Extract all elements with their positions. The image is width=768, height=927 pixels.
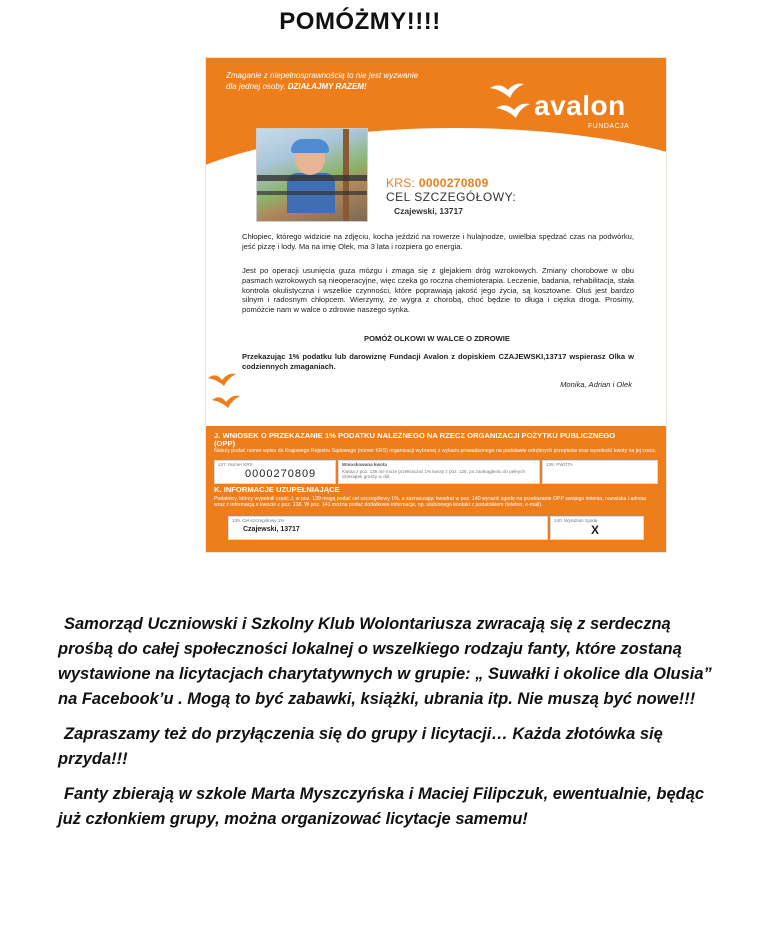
- pln-field: 138. PWOTA: [542, 460, 658, 484]
- section-j-note: Należy podać numer wpisu do Krajowego Rejestru Sądowego (numer KRS) organizacji wybranej z wykazu prowadzonego na podstawie odrębnych przepisów oraz wysokość kwoty na jej rzecz.: [214, 448, 657, 454]
- logo-sub: FUNDACJA: [588, 123, 630, 130]
- story-text: [236, 226, 638, 394]
- child-photo: [256, 128, 368, 222]
- bird-icon: [206, 370, 246, 420]
- avalon-birds-icon: [486, 76, 536, 136]
- tax-form: [206, 426, 666, 552]
- section-j-title: J. WNIOSEK O PRZEKAZANIE 1% PODATKU NALEŻNEGO NA RZECZ ORGANIZACJI POŻYTKU PUBLICZNEGO (OPP): [214, 431, 616, 448]
- krs-line: KRS: 0000270809: [386, 176, 489, 190]
- story-paragraph: Chłopiec, którego widzicie na zdjęciu, kocha jeździć na rowerze i hulajnodze, uwielbia spędzać czas na podwórku, jeść pizzę i lody. Ma na imię Olek, ma 3 lata i rozpiera go energia.: [242, 232, 634, 251]
- cel-field: 139. Cel szczegółowy 1% Czajewski, 13717: [228, 516, 548, 540]
- help-heading: POMÓŻ OLKOWI W WALCE O ZDROWIE: [364, 334, 510, 343]
- krs-field: 137. Numer KRS 0000270809: [214, 460, 336, 484]
- donation-paragraph: Przekazując 1% podatku lub darowiznę Fundacji Avalon z dopiskiem CZAJEWSKI,13717 wspierasz Olka w codziennych zmaganiach.: [242, 352, 634, 371]
- avalon-logo: [486, 76, 656, 136]
- poster-tagline: Zmaganie z niepełnosprawnością to nie jest wyzwanie dla jednej osoby. DZIAŁAJMY RAZEM!: [226, 71, 419, 91]
- zgoda-field: 140. Wyrażam zgodę X: [550, 516, 644, 540]
- invite-paragraph: Zapraszamy też do przyłączenia się do grupy i licytacji… Każda złotówka się przyda!!!: [58, 725, 663, 768]
- signature: Monika, Adrian i Olek: [560, 380, 632, 389]
- collectors-paragraph: Fanty zbierają w szkole Marta Myszczyńska i Maciej Filipczuk, ewentualnie, będąc już członkiem grupy, można organizować licytacje samemu!: [58, 785, 705, 828]
- kwota-field: Wnioskowana kwota Kwota z poz. 138 nie może przekraczać 1% kwoty z poz. 125, po zaokrągleniu do pełnych dziesiątek groszy w dół.: [338, 460, 540, 484]
- logo-word: avalon: [534, 90, 626, 121]
- story-paragraph: Jest po operacji usunięcia guza mózgu i zmaga się z glejakiem dróg wzrokowych. Zmiany chorobowe w obu pasmach wzrokowych są nieoperacyjne, więc czeka go roczna chemioterapia. Leczenie, badania, rehabilitacja, stała kontrola okulistyczna i wszelkie czynności, które poprawiają jakość jego życia, są kosztowne. Oluś jest bardzo silnym i radosnym chłopcem. Wierzymy, że wygra z chorobą, choć będzie to długa i ciężka droga. Prosimy, pomóżcie nam w walce o zdrowie naszego synka.: [242, 266, 634, 315]
- body-text: [58, 612, 730, 832]
- section-k-note: Podatnicy, którzy wypełnili część J, w poz. 139 mogą podać cel szczegółowy 1%, a zaznaczając kwadrat w poz. 140 wyrazić zgodę na przekazanie OPP swojego imienia, nazwiska i adresu wraz z informacją o kwocie z poz. 138. W poz. 141 można podać dodatkowe informacje, np. ulubionego kontakt z podatnikiem (telefon, e-mail).: [214, 496, 647, 508]
- cel-label: CEL SZCZEGÓŁOWY:: [386, 190, 517, 204]
- cel-value: Czajewski, 13717: [394, 206, 463, 216]
- appeal-paragraph: Samorząd Uczniowski i Szkolny Klub Wolontariusza zwracają się z serdeczną prośbą do całej społeczności lokalnej o wszelkiego rodzaju fanty, które zostaną wystawione na licytacjach charytatywnych w grupie: „ Suwałki i okolice dla Olusia” na Facebook’u . Mogą to być zabawki, książki, ubrania itp. Nie muszą być nowe!!!: [58, 615, 712, 708]
- section-k-title: K. INFORMACJE UZUPEŁNIAJĄCE: [214, 485, 340, 494]
- charity-poster: [206, 58, 666, 552]
- page-title: POMÓŻMY!!!!: [279, 8, 441, 35]
